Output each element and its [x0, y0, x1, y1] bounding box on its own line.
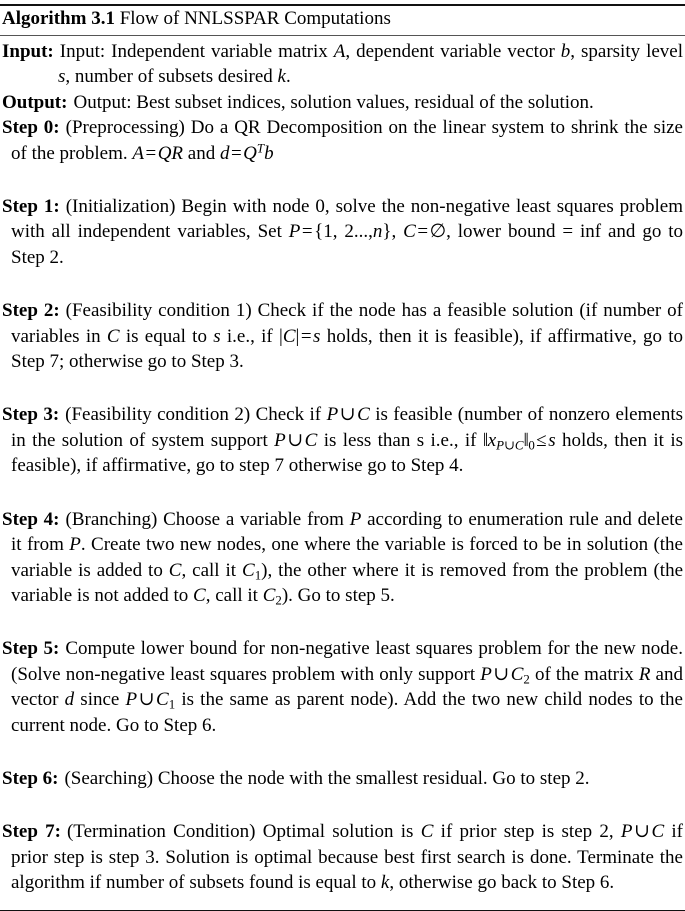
step0-eq2-operator: = [230, 142, 242, 164]
step3-leq-operator: ≤ [536, 429, 547, 451]
step3-label: Step 3: [2, 404, 60, 426]
entry-step-6 [2, 766, 683, 791]
step2-abs-var-C: C [282, 325, 296, 347]
input-text-part3: , sparsity level [570, 41, 684, 62]
input-text-part4: , number of subsets desired [65, 66, 278, 88]
var-k: k [277, 66, 286, 88]
step3-norm-sub-C: C [514, 437, 524, 453]
step1-var-C: C [403, 221, 416, 243]
step5-subscript-1: 1 [168, 696, 176, 712]
step4-var-P-2: P [69, 534, 81, 556]
step1-var-n: n [372, 221, 383, 243]
step4-text-part6: , call it [205, 584, 263, 606]
step3-norm-order: 0 [528, 437, 535, 453]
algorithm-number: 3.1 [91, 8, 115, 29]
step6-text: (Searching) Choose the node with the smallest residual. Go to step 2. [64, 767, 590, 789]
step4-var-C2: C [262, 584, 276, 606]
step3-var-s: s [548, 429, 556, 451]
step2-var-s-2: s [313, 325, 321, 347]
entry-step-2 [2, 298, 683, 374]
step5-var-P-2: P [125, 689, 138, 711]
step4-var-P: P [349, 508, 362, 530]
algorithm-title-text: Flow of NNLSSPAR Computations [119, 8, 391, 29]
step1-set-close: } [382, 221, 392, 243]
step1-text-part2: , lower bound = inf and go to Step 2. [11, 221, 684, 268]
step3-union-operator: ∪ [339, 404, 356, 426]
algorithm-title [0, 6, 685, 32]
input-text-part5: . [285, 66, 291, 88]
input-text-part1: Input: Independent variable matrix [59, 41, 334, 62]
step3-text-part4: holds, then it is feasible), if affirmative, go to step 7 otherwise go to Step 4. [11, 429, 683, 477]
step7-text-part4: , otherwise go back to Step 6. [389, 872, 615, 894]
step3-var-P: P [326, 404, 339, 426]
var-b: b [560, 41, 571, 62]
entry-step-1 [2, 194, 683, 270]
input-text-part2: , dependent variable vector [345, 41, 561, 62]
step2-label: Step 2: [2, 300, 60, 322]
step3-var-P-2: P [274, 429, 286, 451]
step4-label: Step 4: [2, 508, 60, 530]
step7-label: Step 7: [2, 821, 61, 843]
output-text: Output: Best subset indices, solution values, residual of the solution. [73, 91, 594, 113]
step3-union-operator-2: ∪ [287, 429, 304, 451]
step3-norm-open: ‖ [482, 429, 488, 451]
step5-var-R: R [638, 663, 651, 685]
entry-step-3 [2, 402, 683, 478]
step5-text-part2: of the matrix [529, 663, 639, 685]
step2-text-part2: is equal to [119, 325, 214, 347]
step0-eq2-Q: Q [243, 142, 257, 164]
step2-text-part4: holds, then it is feasible), if affirmative, go to Step 7; otherwise go to Step 3. [11, 325, 683, 373]
step1-text-part1: (Initialization) Begin with node 0, solve the non-negative least squares problem with all independent variables, Set [11, 196, 683, 243]
step2-var-C: C [106, 325, 120, 347]
step5-text-part1: Compute lower bound for non-negative least squares problem for the new node. (Solve non-negative least squares problem with only support [11, 638, 683, 685]
step4-subscript-1: 1 [254, 567, 262, 583]
step2-text-part3: i.e., if [220, 325, 279, 347]
step0-eq1-operator: = [145, 142, 157, 164]
entry-step-5 [2, 636, 683, 738]
step1-set-open: { [314, 221, 324, 243]
step5-var-P: P [480, 663, 492, 685]
step0-text-part1: (Preprocessing) Do a QR Decomposition on the linear system to shrink the size of the problem. [11, 117, 683, 164]
step3-text-part1: (Feasibility condition 2) Check if [65, 404, 327, 426]
var-A: A [333, 41, 346, 62]
step0-eq1-rhs: QR [157, 142, 184, 164]
step5-union-operator: ∪ [493, 663, 510, 685]
step5-union-operator-2: ∪ [138, 689, 155, 711]
step5-var-C-2: C [156, 689, 169, 711]
step4-text-part3: . Create two new nodes, one where the variable is forced to be in solution (the variable is added to [11, 534, 683, 581]
step3-norm-var-x: x [487, 429, 497, 451]
input-label: Input: [2, 41, 54, 62]
step3-var-C-2: C [304, 429, 318, 451]
step0-conjunction: and [183, 142, 220, 164]
step5-subscript-2: 2 [523, 671, 530, 687]
step1-var-P: P [288, 221, 301, 243]
step0-eq2-b: b [264, 142, 274, 164]
step4-text-part5: ), the other where it is removed from the problem (the variable is not added to [11, 559, 683, 606]
step2-abs-open: | [279, 325, 283, 347]
step5-var-C: C [510, 663, 524, 685]
var-s: s [58, 66, 66, 88]
step3-text-part3: is less than s i.e., if [317, 429, 483, 451]
step3-norm-sub-P: P [496, 437, 505, 453]
step2-abs-close: | [295, 325, 300, 347]
step1-label: Step 1: [2, 196, 60, 218]
step4-text-part7: ). Go to step 5. [281, 584, 395, 606]
step0-eq1-lhs: A [132, 142, 144, 164]
step7-text-part2: if prior step is step 2, [433, 821, 621, 843]
step3-norm-close: ‖ [523, 429, 529, 451]
entry-step-0 [2, 115, 683, 166]
step0-label: Step 0: [2, 117, 60, 139]
step7-var-P: P [620, 821, 633, 843]
step4-var-C-2: C [193, 584, 206, 606]
step4-subscript-2: 2 [275, 592, 282, 608]
step7-var-C-2: C [651, 821, 665, 843]
step7-text-part1: (Termination Condition) Optimal solution is [66, 821, 421, 843]
step5-text-part5: is the same as parent node). Add the two new child nodes to the current node. Go to Step 6. [11, 689, 683, 736]
step2-equals: = [300, 325, 312, 347]
step0-eq2-transpose: T [256, 140, 265, 156]
step4-text-part2: according to enumeration rule and delete it from [11, 508, 683, 556]
step1-empty-set: ∅ [429, 221, 447, 243]
step5-text-part4: since [74, 689, 126, 711]
entry-output [2, 90, 683, 115]
step2-var-s: s [213, 325, 221, 347]
step0-eq2-lhs: d [219, 142, 230, 164]
algorithm-body [0, 36, 685, 896]
step1-equals: = [301, 221, 313, 243]
entry-input [2, 39, 683, 90]
bottom-rule [0, 910, 685, 911]
step5-var-d: d [64, 689, 75, 711]
entry-step-4 [2, 507, 683, 609]
output-label: Output: [2, 91, 68, 113]
step4-text-part4: , call it [181, 559, 243, 581]
algorithm-keyword: Algorithm [2, 8, 87, 29]
step3-text-part2: is feasible (number of nonzero elements in the solution of system support [11, 404, 683, 451]
step6-label: Step 6: [2, 767, 59, 789]
step5-label: Step 5: [2, 638, 60, 660]
step7-var-C: C [420, 821, 434, 843]
algorithm-float [0, 4, 685, 911]
step7-var-k: k [380, 872, 390, 894]
step2-text-part1: (Feasibility condition 1) Check if the node has a feasible solution (if number of variables in [11, 300, 683, 347]
step3-var-C: C [357, 404, 370, 426]
step1-equals-2: = [417, 221, 429, 243]
step7-union-operator: ∪ [634, 821, 650, 843]
step5-text-part3: and vector [11, 663, 683, 711]
step1-comma: , [391, 221, 404, 243]
step7-text-part3: if prior step is step 3. Solution is optimal because best first search is done. Terminate the algorithm if number of subsets found is equal to [11, 821, 683, 894]
step4-text-part1: (Branching) Choose a variable from [65, 508, 350, 530]
step3-norm-sub-union: ∪ [504, 437, 515, 453]
entry-step-7 [2, 819, 683, 895]
step4-var-C: C [168, 559, 182, 581]
step4-var-C1: C [242, 559, 255, 581]
step1-set-body: 1, 2..., [323, 221, 373, 243]
